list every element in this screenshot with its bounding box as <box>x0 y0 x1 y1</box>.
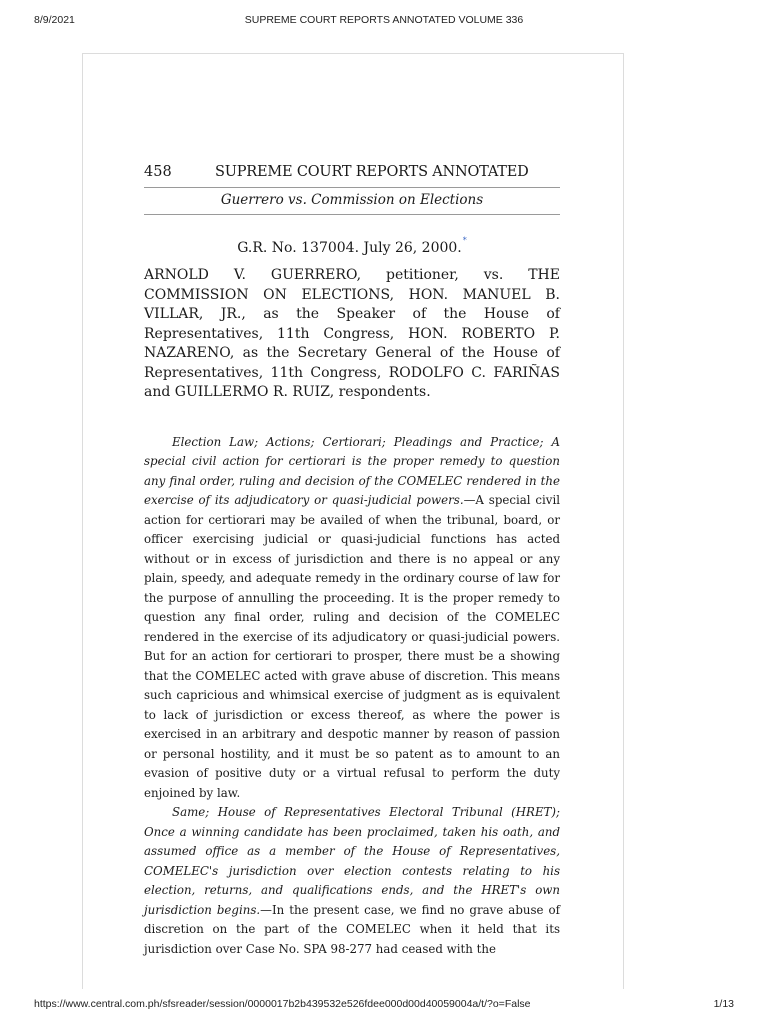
syllabus-paragraph <box>144 433 560 804</box>
syllabus-paragraph <box>144 803 560 959</box>
syllabus-text: —In the present case, we find no grave abuse of discretion on the part of the COMELEC when it held that its jurisdiction over Case No. SPA 98-277 had ceased with the <box>144 902 560 956</box>
running-head <box>144 163 560 188</box>
print-date: 8/9/2021 <box>34 14 75 26</box>
parties-paragraph: ARNOLD V. GUERRERO, petitioner, vs. THE COMMISSION ON ELECTIONS, HON. MANUEL B. VILLAR, JR., as the Speaker of the House of Representatives, 11th Congress, HON. ROBERTO P. NAZARENO, as the Secretary General of the House of Representatives, 11th Congress, RODOLFO C. FARIÑAS and GUILLERMO R. RUIZ, respondents. <box>144 267 560 400</box>
page-number: 458 <box>144 164 172 180</box>
syllabus-keywords: Same; House of Representatives Electoral Tribunal (HRET); Once a winning candidate has been proclaimed, taken his oath, and assumed office as a member of the House of Representatives, COMELEC's jurisdiction over election contests relating to his election, returns, and qualifications ends, and the HRET's own jurisdiction begins. <box>144 805 560 917</box>
footnote-link[interactable]: * <box>462 236 467 245</box>
gr-number: G.R. No. 137004. July 26, 2000. <box>237 240 462 256</box>
document-content <box>144 163 560 959</box>
syllabus-keywords: Election Law; Actions; Certiorari; Pleadings and Practice; A special civil action for certiorari is the proper remedy to question any final order, ruling and decision of the COMELEC rendered in the exercise of its adjudicatory or quasi-judicial powers. <box>144 434 560 507</box>
gr-number-line <box>144 230 560 256</box>
syllabus <box>144 433 560 960</box>
print-footer <box>34 998 734 1012</box>
page-url: https://www.central.com.ph/sfsreader/session/0000017b2b439532e526fdee000d00d40059004a/t/?o=False <box>34 998 531 1010</box>
syllabus-text: —A special civil action for certiorari may be availed of when the tribunal, board, or officer exercising judicial or quasi-judicial functions has acted without or in excess of jurisdiction and there is no appeal or any plain, speedy, and adequate remedy in the ordinary course of law for the purpose of annulling the proceeding. It is the proper remedy to question any final order, ruling and decision of the COMELEC rendered in the exercise of its adjudicatory or quasi-judicial powers. But for an action for certiorari to prosper, there must be a showing that the COMELEC acted with grave abuse of discretion. This means such capricious and whimsical exercise of judgment as is equivalent to lack of jurisdiction or excess thereof, as where the power is exercised in an arbitrary and despotic manner by reason of passion or personal hostility, and it must be so patent as to amount to an evasion of positive duty or a virtual refusal to perform the duty enjoined by law. <box>144 493 560 800</box>
print-document-title: SUPREME COURT REPORTS ANNOTATED VOLUME 336 <box>244 14 524 26</box>
print-header <box>34 14 734 28</box>
page-counter: 1/13 <box>713 998 734 1010</box>
reporter-title: SUPREME COURT REPORTS ANNOTATED <box>215 164 529 180</box>
case-short-title: Guerrero vs. Commission on Elections <box>144 188 560 215</box>
